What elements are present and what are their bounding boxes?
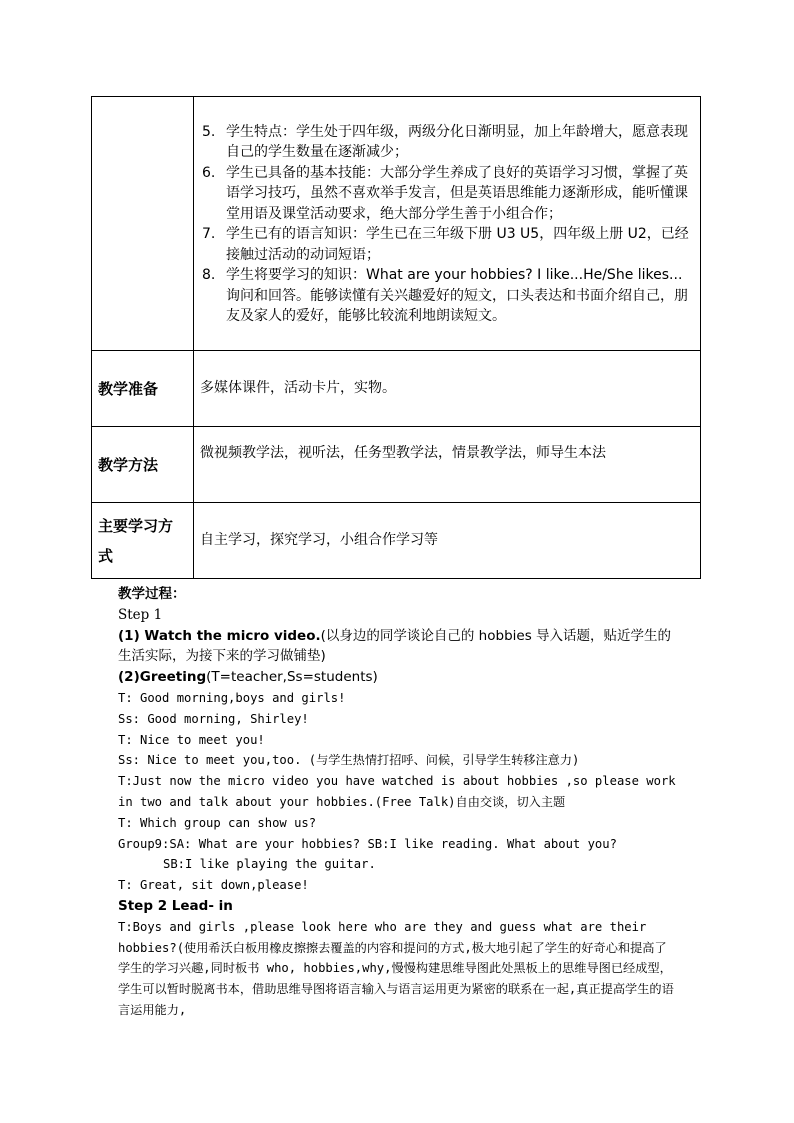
row-content: 多媒体课件，活动卡片，实物。 bbox=[194, 351, 701, 427]
bold-title: (1) Watch the micro video. bbox=[118, 627, 321, 644]
step-2-heading: Step 2 Lead- in bbox=[118, 897, 233, 914]
dialogue-line: T: Nice to meet you! bbox=[118, 732, 265, 747]
row-label: 教学方法 bbox=[92, 427, 194, 503]
list-number: 6. bbox=[202, 164, 216, 181]
list-item bbox=[200, 224, 694, 265]
note-text: (以身边的同学谈论自己的 hobbies 导入话题，贴近学生的生活实际，为接下来的学习做铺垫) bbox=[118, 627, 672, 665]
list-text: 学生已有的语言知识：学生已在三年级下册 U3 U5，四年级上册 U2，已经接触过活动的动词短语； bbox=[226, 226, 689, 263]
dialogue-line: Ss: Good morning, Shirley! bbox=[118, 711, 309, 726]
list-number: 8. bbox=[202, 267, 216, 283]
list-item bbox=[200, 163, 694, 225]
dialogue-line: Group9:SA: What are your hobbies? SB:I like reading. What about you? bbox=[118, 836, 617, 851]
lesson-plan-table bbox=[91, 96, 701, 579]
dialogue-line: T:Boys and girls ,please look here who are they and guess what are their hobbies?(使用希沃白板用橡皮擦擦去覆盖的内容和提问的方式,极大地引起了学生的好奇心和提高了学生的学习兴趣,同时板书 who, hobbies,why,慢慢构建思维导图此处黑板上的思维导图已经成型，学生可以暂时脱离书本，借助思维导图将语言输入与语言运用更为紧密的联系在一起,真正提高学生的语言运用能力, bbox=[118, 919, 674, 1017]
dialogue-line: T: Good morning,boys and girls! bbox=[118, 690, 346, 705]
dialogue-line: SB:I like playing the guitar. bbox=[163, 857, 376, 872]
step-1-heading: Step 1 bbox=[118, 606, 163, 623]
list-number: 7. bbox=[202, 226, 216, 242]
dialogue-line: T: Great, sit down,please! bbox=[118, 878, 309, 893]
step-2-heading-line bbox=[118, 896, 678, 917]
row-label: 教学准备 bbox=[92, 351, 194, 427]
list-item bbox=[200, 265, 694, 327]
dialogue-line: T:Just now the micro video you have watched is about hobbies ,so please work in two and talk about your hobbies.(Free Talk)自由交谈，切入主题 bbox=[118, 774, 676, 809]
table-row bbox=[92, 427, 701, 503]
process-heading: 教学过程： bbox=[118, 586, 186, 602]
row-content: 自主学习，探究学习，小组合作学习等 bbox=[194, 503, 701, 579]
row-content: 微视频教学法，视听法，任务型教学法，情景教学法，师导生本法 bbox=[194, 427, 701, 503]
list-number: 5. bbox=[202, 123, 216, 140]
step-1-item-2 bbox=[118, 667, 678, 688]
step-1-item-1 bbox=[118, 626, 678, 668]
list-text: 学生将要学习的知识：What are your hobbies? I like...He/She likes... 询问和回答。能够读懂有关兴趣爱好的短文，口头表达和书面介绍自己，朋友及家人的爱好，能够比较流利地朗读短文。 bbox=[226, 267, 688, 324]
bold-title: (2)Greeting bbox=[118, 669, 207, 686]
student-analysis-list bbox=[200, 116, 694, 332]
teaching-process bbox=[118, 584, 678, 1021]
row-label: 主要学习方式 bbox=[92, 503, 194, 579]
list-text: 学生已具备的基本技能：大部分学生养成了良好的英语学习习惯，掌握了英语学习技巧，虽然不喜欢举手发言，但是英语思维能力逐渐形成，能听懂课堂用语及课堂活动要求，绝大部分学生善于小组合作； bbox=[226, 164, 688, 222]
process-heading-line bbox=[118, 584, 678, 605]
table-row bbox=[92, 503, 701, 579]
dialogue-line: Ss: Nice to meet you,too. (与学生热情打招呼、问候，引导学生转移注意力) bbox=[118, 753, 580, 768]
note-text: (T=teacher,Ss=students) bbox=[206, 669, 378, 686]
empty-label-cell bbox=[92, 97, 194, 351]
list-text: 学生特点：学生处于四年级，两级分化日渐明显，加上年龄增大，愿意表现自己的学生数量在逐渐减少； bbox=[226, 123, 688, 160]
list-item bbox=[200, 122, 694, 163]
table-row bbox=[92, 351, 701, 427]
student-analysis-cell bbox=[194, 97, 701, 351]
dialogue-line: T: Which group can show us? bbox=[118, 815, 317, 830]
table-row bbox=[92, 97, 701, 351]
